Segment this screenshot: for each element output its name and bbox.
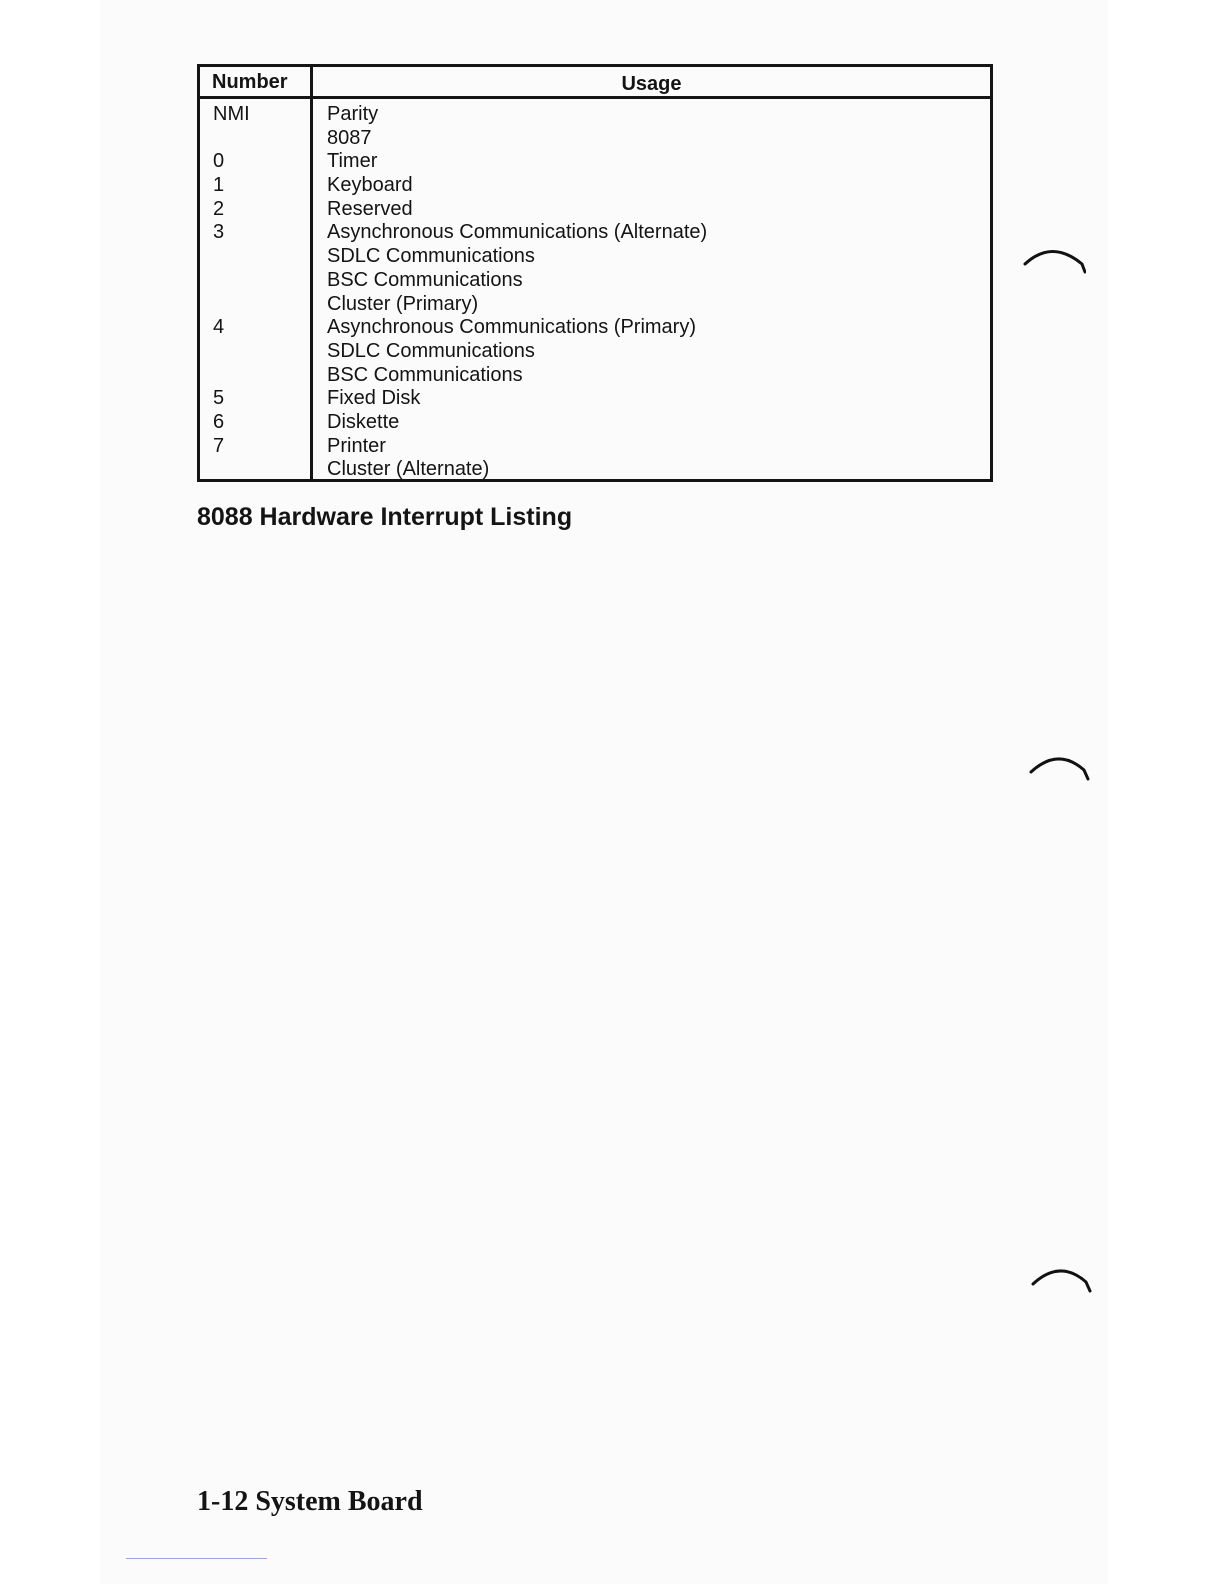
number-cell: 1 xyxy=(213,174,225,197)
binder-tab-arc-icon xyxy=(1028,750,1092,786)
number-cell xyxy=(213,245,250,269)
page-footer: 1-12 System Board xyxy=(197,1486,423,1517)
usage-column xyxy=(327,103,707,482)
number-cell: 6 xyxy=(213,410,225,433)
number-cell xyxy=(213,458,250,482)
usage-cell: SDLC Communications xyxy=(327,339,535,362)
usage-cell: BSC Communications xyxy=(327,363,523,386)
usage-cell: 8087 xyxy=(327,126,372,149)
number-cell xyxy=(213,293,250,317)
usage-cell: Asynchronous Communications (Primary) xyxy=(327,316,697,339)
binder-tab-arc-icon xyxy=(1030,1262,1094,1298)
interrupt-table xyxy=(197,64,993,482)
usage-cell: BSC Communications xyxy=(327,268,523,291)
number-column xyxy=(213,103,250,482)
header-number: Number xyxy=(212,71,288,93)
usage-cell: Keyboard xyxy=(327,174,413,197)
number-cell: 0 xyxy=(213,150,225,173)
table-header xyxy=(200,67,990,99)
number-cell xyxy=(213,340,250,364)
number-cell: 3 xyxy=(213,221,225,244)
number-cell xyxy=(213,127,250,151)
number-cell: 2 xyxy=(213,197,225,220)
usage-cell: Fixed Disk xyxy=(327,387,421,410)
number-cell: 7 xyxy=(213,434,225,457)
header-usage: Usage xyxy=(621,73,682,95)
usage-cell: Printer xyxy=(327,434,386,457)
usage-cell: SDLC Communications xyxy=(327,245,535,268)
number-cell: 4 xyxy=(213,316,225,339)
number-cell: NMI xyxy=(213,103,250,125)
usage-cell: Reserved xyxy=(327,197,413,220)
number-cell xyxy=(213,269,250,293)
usage-cell: Cluster (Primary) xyxy=(327,292,479,315)
usage-cell: Asynchronous Communications (Alternate) xyxy=(327,221,708,244)
usage-cell: Timer xyxy=(327,150,378,173)
usage-cell: Diskette xyxy=(327,410,400,433)
usage-cell: Parity xyxy=(327,103,379,125)
binder-tab-arc-icon xyxy=(1022,242,1086,278)
number-cell xyxy=(213,364,250,388)
usage-cell: Cluster (Alternate) xyxy=(327,458,490,481)
number-cell: 5 xyxy=(213,387,225,410)
scan-rule xyxy=(126,1558,267,1559)
table-caption: 8088 Hardware Interrupt Listing xyxy=(197,503,573,531)
column-divider xyxy=(310,67,313,479)
